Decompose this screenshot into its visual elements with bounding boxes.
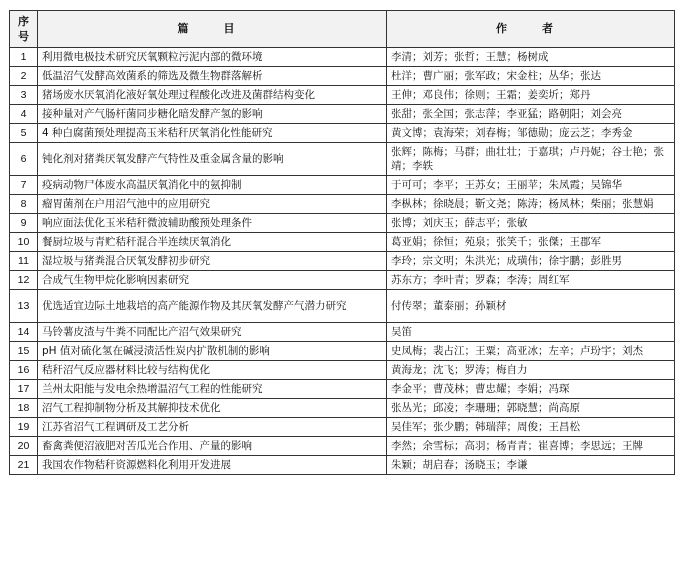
header-title: 篇 目 (38, 11, 387, 48)
table-row (10, 176, 675, 195)
row-number: 17 (10, 380, 38, 399)
table-row (10, 105, 675, 124)
row-number: 12 (10, 271, 38, 290)
row-title: 瘤胃菌剂在户用沼气池中的应用研究 (38, 195, 387, 214)
row-number: 3 (10, 86, 38, 105)
row-authors: 于可可；李平；王苏女；王丽苹；朱凤霞；吴锦华 (387, 176, 675, 195)
row-authors: 付传翠；董泰丽；孙颖材 (387, 290, 675, 323)
row-authors: 张丛光；邱凌；李珊珊；郭晓慧；尚高原 (387, 399, 675, 418)
table-row (10, 214, 675, 233)
row-number: 16 (10, 361, 38, 380)
row-authors: 史凤梅；裴占江；王粟；高亚冰；左辛；卢玢宇；刘杰 (387, 342, 675, 361)
row-authors: 张博；刘庆玉；薛志平；张敏 (387, 214, 675, 233)
row-number: 7 (10, 176, 38, 195)
row-authors: 张甜；张全国；张志萍；李亚猛；路朝阳；刘会亮 (387, 105, 675, 124)
row-title: pH 值对硫化氢在碱浸渍活性炭内扩散机制的影响 (38, 342, 387, 361)
row-title: 疫病动物尸体废水高温厌氧消化中的氨抑制 (38, 176, 387, 195)
row-number: 21 (10, 456, 38, 475)
table-row (10, 399, 675, 418)
row-number: 1 (10, 48, 38, 67)
table-row (10, 143, 675, 176)
row-authors: 李玲；宗文明；朱洪光；成璜伟；徐宇鹏；彭胜男 (387, 252, 675, 271)
table-row (10, 48, 675, 67)
row-number: 6 (10, 143, 38, 176)
row-number: 19 (10, 418, 38, 437)
row-title: 我国农作物秸秆资源燃料化利用开发进展 (38, 456, 387, 475)
row-authors: 李枞林；徐晓晨；靳文尧；陈涛；杨凤林；柴丽；张慧娟 (387, 195, 675, 214)
row-authors: 李然；余雪标；高羽；杨青青；崔喜博；李思远；王牌 (387, 437, 675, 456)
row-title: 合成气生物甲烷化影响因素研究 (38, 271, 387, 290)
row-title: 4 种白腐菌预处理提高玉米秸秆厌氧消化性能研究 (38, 124, 387, 143)
table-row (10, 124, 675, 143)
row-title: 湿垃圾与猪粪混合厌氧发酵初步研究 (38, 252, 387, 271)
row-title: 利用微电极技术研究厌氧颗粒污泥内部的微环境 (38, 48, 387, 67)
row-authors: 苏东方；李叶青；罗森；李涛；周红军 (387, 271, 675, 290)
row-authors: 朱颖；胡启春；汤晓玉；李谦 (387, 456, 675, 475)
row-authors: 张辉；陈梅；马群；曲壮壮；于嘉琪；卢丹妮；谷士艳；张靖；李轶 (387, 143, 675, 176)
row-title: 钝化剂对猪粪厌氧发酵产气特性及重金属含量的影响 (38, 143, 387, 176)
row-title: 兰州太阳能与发电余热增温沼气工程的性能研究 (38, 380, 387, 399)
row-title: 接种量对产气肠杆菌同步糖化暗发酵产氢的影响 (38, 105, 387, 124)
table-row (10, 86, 675, 105)
table-row (10, 195, 675, 214)
row-number: 11 (10, 252, 38, 271)
table-row (10, 380, 675, 399)
row-authors: 葛亚娟；徐恒；苑泉；张笑千；张傑；王郡军 (387, 233, 675, 252)
table-row (10, 323, 675, 342)
row-title: 响应面法优化玉米秸秆微波辅助酸预处理条件 (38, 214, 387, 233)
table-header-row (10, 11, 675, 48)
row-number: 9 (10, 214, 38, 233)
row-title: 秸秆沼气反应器材料比较与结构优化 (38, 361, 387, 380)
row-authors: 黄海龙；沈飞；罗涛；梅自力 (387, 361, 675, 380)
row-title: 优选适宜边际土地栽培的高产能源作物及其厌氧发酵产气潜力研究 (38, 290, 387, 323)
table-row (10, 233, 675, 252)
table-row (10, 290, 675, 323)
table-row (10, 342, 675, 361)
row-number: 15 (10, 342, 38, 361)
row-authors: 吴笛 (387, 323, 675, 342)
row-number: 13 (10, 290, 38, 323)
row-authors: 黄文博；袁海荣；刘春梅；邹德勋；庞云芝；李秀金 (387, 124, 675, 143)
row-authors: 杜洋；曹广丽；张军政；宋金柱；丛华；张达 (387, 67, 675, 86)
table-row (10, 252, 675, 271)
row-title: 畜禽粪便沼液肥对苦瓜光合作用、产量的影响 (38, 437, 387, 456)
header-number: 序号 (10, 11, 38, 48)
row-authors: 李清；刘芳；张哲；王慧；杨树成 (387, 48, 675, 67)
table-row (10, 361, 675, 380)
table-row (10, 418, 675, 437)
row-number: 20 (10, 437, 38, 456)
row-number: 14 (10, 323, 38, 342)
articles-table (9, 10, 675, 475)
row-title: 江苏省沼气工程调研及工艺分析 (38, 418, 387, 437)
row-number: 8 (10, 195, 38, 214)
row-authors: 吴佳军；张少鹏；韩瑞萍；周俊；王昌松 (387, 418, 675, 437)
row-title: 餐厨垃圾与青贮秸秆混合半连续厌氧消化 (38, 233, 387, 252)
row-number: 5 (10, 124, 38, 143)
row-title: 沼气工程抑制物分析及其解抑技术优化 (38, 399, 387, 418)
row-authors: 王伸；邓良伟；徐则；王霜；姜奕圻；郑丹 (387, 86, 675, 105)
header-authors: 作 者 (387, 11, 675, 48)
row-number: 4 (10, 105, 38, 124)
row-number: 18 (10, 399, 38, 418)
row-number: 10 (10, 233, 38, 252)
table-row (10, 437, 675, 456)
table-row (10, 67, 675, 86)
table-row (10, 271, 675, 290)
row-authors: 李金平；曹茂林；曹忠耀；李娟；冯琛 (387, 380, 675, 399)
row-title: 马铃薯皮渣与牛粪不同配比产沼气效果研究 (38, 323, 387, 342)
row-number: 2 (10, 67, 38, 86)
row-title: 低温沼气发酵高效菌系的筛选及微生物群落解析 (38, 67, 387, 86)
table-row (10, 456, 675, 475)
row-title: 猪场废水厌氧消化液好氧处理过程酸化改进及菌群结构变化 (38, 86, 387, 105)
